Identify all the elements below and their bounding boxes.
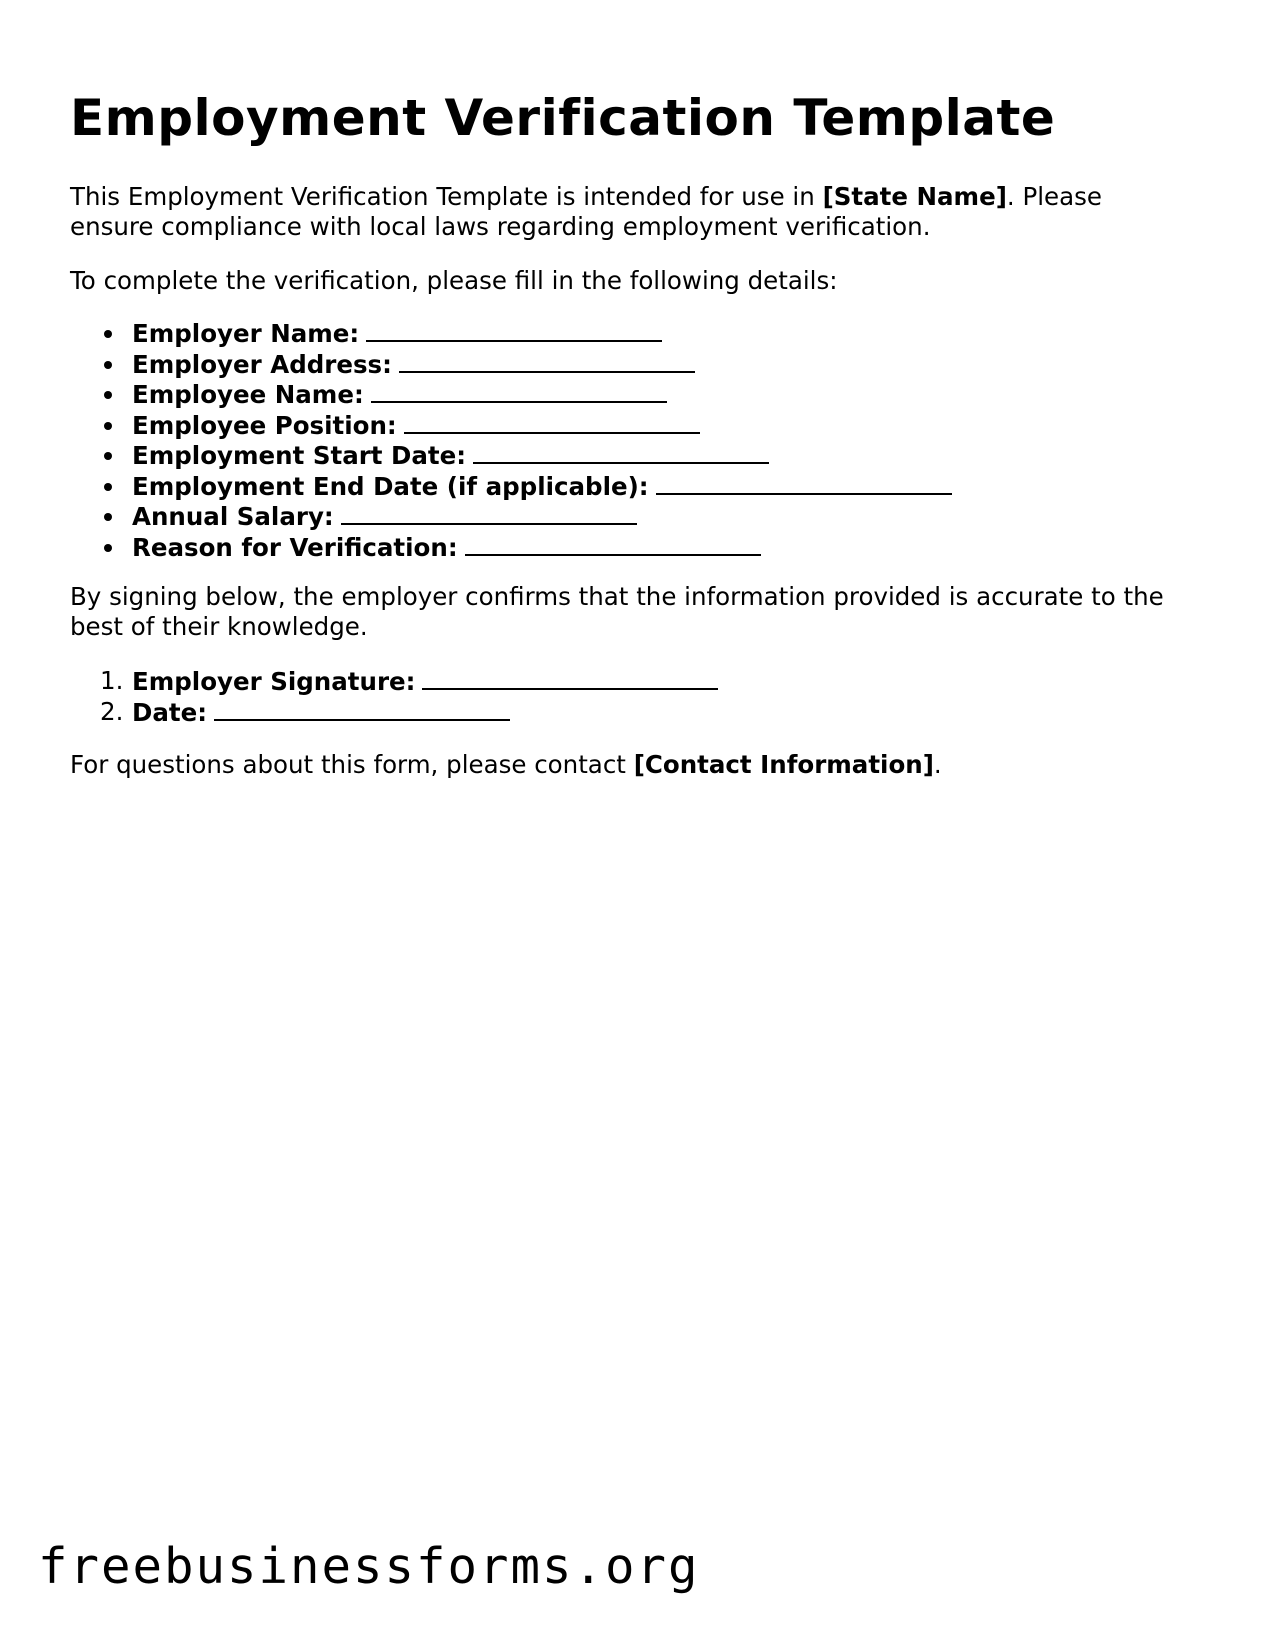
field-label: Employer Signature: bbox=[132, 667, 416, 696]
signature-list bbox=[70, 666, 718, 727]
list-number: 1. bbox=[100, 666, 124, 695]
field-label: Reason for Verification: bbox=[132, 532, 458, 562]
field-start-date bbox=[70, 440, 952, 471]
field-end-date bbox=[70, 471, 952, 502]
bullet-icon bbox=[104, 483, 112, 491]
field-annual-salary bbox=[70, 501, 952, 532]
field-employee-name bbox=[70, 379, 952, 410]
field-label: Employment Start Date: bbox=[132, 441, 467, 470]
watermark-logo: freebusinessforms.org bbox=[38, 1538, 700, 1595]
bullet-icon bbox=[104, 452, 112, 460]
intro-paragraph bbox=[70, 182, 1190, 241]
details-list bbox=[70, 318, 952, 562]
intro-prefix: This Employment Verification Template is intended for use in bbox=[70, 182, 823, 211]
signature-blank[interactable] bbox=[422, 666, 718, 690]
field-employee-position bbox=[70, 410, 952, 441]
document-title: Employment Verification Template bbox=[70, 89, 1056, 147]
bullet-icon bbox=[104, 361, 112, 369]
bullet-icon bbox=[104, 391, 112, 399]
bullet-icon bbox=[104, 513, 112, 521]
contact-prefix: For questions about this form, please contact bbox=[70, 750, 634, 779]
start-date-blank[interactable] bbox=[473, 440, 769, 464]
reason-blank[interactable] bbox=[465, 532, 761, 556]
contact-paragraph bbox=[70, 750, 1200, 780]
field-label: Employer Name: bbox=[132, 319, 360, 348]
state-name-placeholder: [State Name] bbox=[822, 182, 1007, 211]
field-employer-signature bbox=[70, 666, 718, 697]
field-label: Employer Address: bbox=[132, 349, 392, 379]
bullet-icon bbox=[104, 422, 112, 430]
field-label: Annual Salary: bbox=[132, 502, 334, 531]
field-label: Employment End Date (if applicable): bbox=[132, 471, 649, 501]
employee-name-blank[interactable] bbox=[371, 379, 667, 403]
field-label: Date: bbox=[132, 697, 207, 727]
date-blank[interactable] bbox=[214, 697, 510, 721]
contact-placeholder: [Contact Information] bbox=[633, 750, 934, 779]
field-employer-name bbox=[70, 318, 952, 349]
employer-name-blank[interactable] bbox=[366, 318, 662, 342]
field-employer-address bbox=[70, 349, 952, 380]
employer-address-blank[interactable] bbox=[399, 349, 695, 373]
bullet-icon bbox=[104, 544, 112, 552]
end-date-blank[interactable] bbox=[656, 471, 952, 495]
employee-position-blank[interactable] bbox=[404, 410, 700, 434]
intro-suffix: . Please ensure compliance with local laws regarding employment verification. bbox=[70, 182, 1102, 241]
confirmation-paragraph: By signing below, the employer confirms that the information provided is accurate to the best of their knowledge. bbox=[70, 582, 1164, 641]
field-reason bbox=[70, 532, 952, 563]
list-number: 2. bbox=[100, 696, 124, 726]
contact-suffix: . bbox=[933, 750, 942, 779]
field-date bbox=[70, 697, 718, 728]
bullet-icon bbox=[104, 330, 112, 338]
lead-paragraph: To complete the verification, please fill in the following details: bbox=[70, 266, 838, 295]
annual-salary-blank[interactable] bbox=[341, 501, 637, 525]
field-label: Employee Position: bbox=[132, 410, 397, 440]
field-label: Employee Name: bbox=[132, 380, 364, 409]
